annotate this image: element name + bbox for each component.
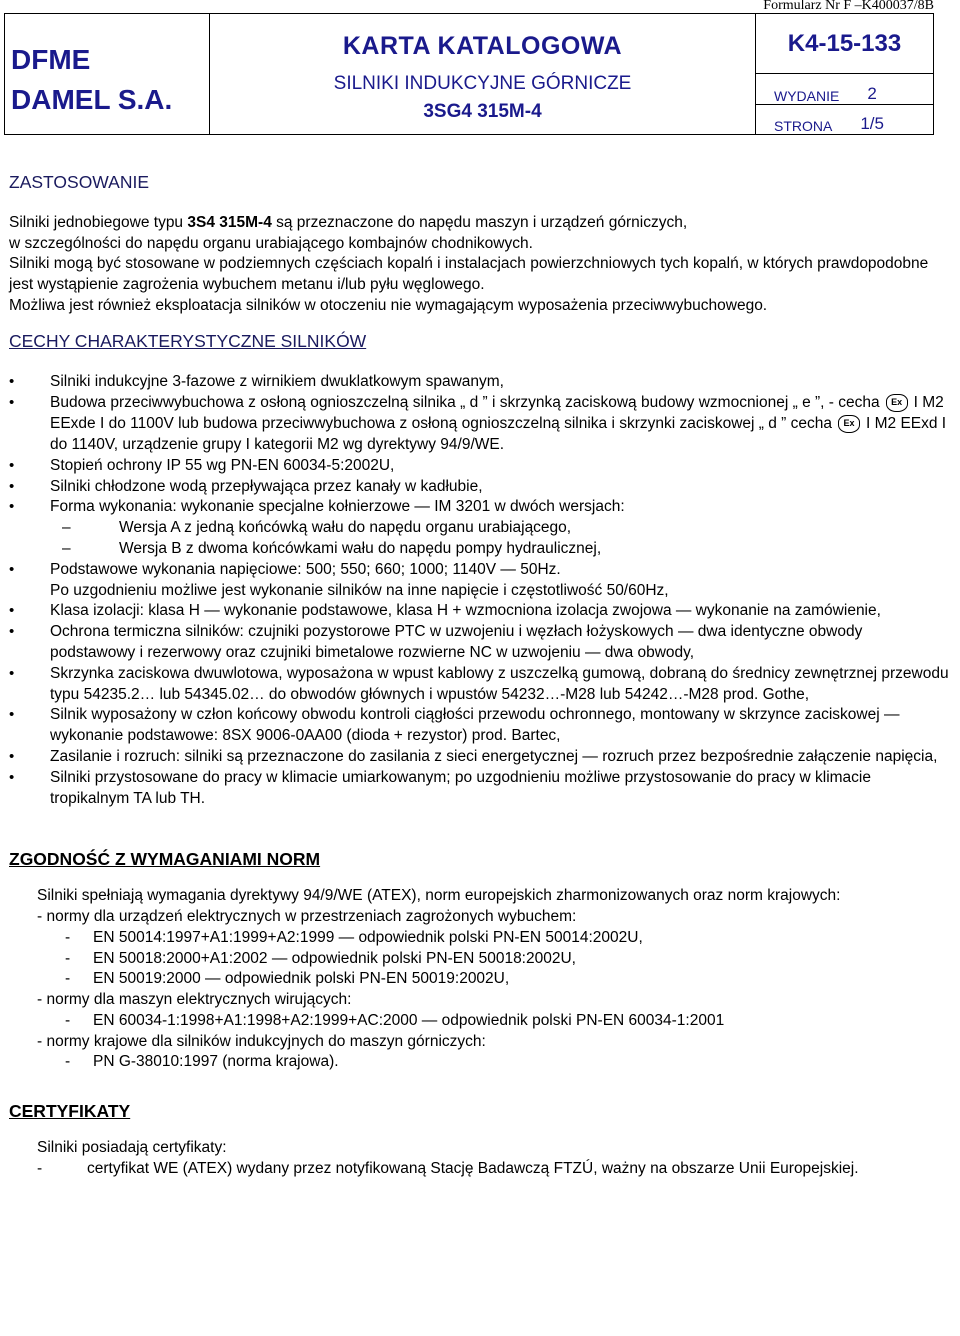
dash: - bbox=[65, 1011, 71, 1029]
dash: – bbox=[62, 519, 71, 537]
text: I M2 EExd I do 1140V, urządzenie grupy I kategorii M2 wg dyrektywy 94/9/WE. bbox=[50, 415, 947, 453]
list-item: • Stopień ochrony IP 55 wg PN-EN 60034-5:2002U, bbox=[9, 456, 949, 477]
paragraph: Silniki spełniają wymagania dyrektywy 94/9/WE (ATEX), norm europejskich zharmonizowanych oraz norm krajowych: bbox=[37, 887, 841, 905]
heading-cechy: CECHY CHARAKTERYSTYCZNE SILNIKÓW bbox=[9, 330, 367, 351]
norm-group: - normy dla urządzeń elektrycznych w przestrzeniach zagrożonych wybuchem: bbox=[37, 907, 577, 925]
text: są przeznaczone do napędu maszyn i urządzeń górniczych, bbox=[271, 213, 688, 231]
norm-item bbox=[37, 949, 949, 970]
list-item: • Silniki przystosowane do pracy w klimacie umiarkowanym; po uzgodnieniu możliwe przystosowanie do pracy w klimacie tropikalnym TA lub TH. bbox=[9, 768, 949, 810]
company-name-line2: DAMEL S.A. bbox=[11, 84, 173, 115]
text: Wersja B z dwoma końcówkami wału do napędu pompy hydraulicznej, bbox=[119, 539, 602, 557]
text: Forma wykonania: wykonanie specjalne kołnierzowe — IM 3201 w dwóch wersjach: bbox=[50, 498, 625, 516]
cert-item bbox=[9, 1159, 949, 1180]
company-name-line1: DFME bbox=[11, 44, 91, 75]
list-item: • Ochrona termiczna silników: czujniki pozystorowe PTC w uzwojeniu i węzłach łożyskowych — dwa identyczne obwody podstawowy i rezerwowy oraz czujniki bimetalowe rozwierne NC w uzwojeniu — dwa obwody, bbox=[9, 622, 949, 664]
text: EN 50014:1997+A1:1999+A2:1999 — odpowiednik polski PN-EN 50014:2002U, bbox=[93, 928, 643, 946]
heading-zastosowanie: ZASTOSOWANIE bbox=[9, 172, 150, 192]
paragraph bbox=[9, 213, 949, 234]
list-item bbox=[9, 560, 949, 602]
text: Wersja A z jedną końcówką wału do napędu organu urabiającego, bbox=[119, 519, 572, 537]
section-zastosowanie bbox=[9, 213, 949, 317]
dash: - bbox=[65, 970, 71, 988]
page-label: STRONA bbox=[774, 118, 833, 134]
norm-item bbox=[37, 928, 949, 949]
sub-item bbox=[50, 518, 949, 539]
section-certyfikaty bbox=[9, 1138, 949, 1180]
sub-item bbox=[50, 539, 949, 560]
dash: - bbox=[65, 928, 71, 946]
page-row bbox=[756, 104, 933, 135]
document-title: KARTA KATALOGOWA bbox=[342, 32, 623, 60]
list-item: • Silnik wyposażony w człon końcowy obwodu kontroli ciągłości przewodu ochronnego, montowany w skrzynce zaciskowej — wykonanie podstawowe: 8SX 9006-0AA00 (dioda + rezystor) prod. Bartec, bbox=[9, 705, 949, 747]
dash: - bbox=[65, 949, 71, 967]
list-item: • Skrzynka zaciskowa dwuwlotowa, wyposażona w wpust kablowy z uszczelką gumową, dobraną do średnicy zewnętrznej przewodu typu 54235.2… lub 54345.02… do obwodów głównych i wpustów 54232…-M28 lub 54242…-M28 prod. Gothe, bbox=[9, 664, 949, 706]
company-cell bbox=[5, 14, 210, 134]
document-code: K4-15-133 bbox=[756, 14, 933, 74]
dash: - bbox=[37, 1159, 43, 1177]
meta-cell bbox=[756, 14, 933, 134]
list-item: • Silniki indukcyjne 3-fazowe z wirnikiem dwuklatkowym spawanym, bbox=[9, 372, 949, 393]
text: I M2 EExde I do 1100V lub budowa przeciwwybuchowa z osłoną ognioszczelną silnika i skrzynki zaciskowej „ d ” cecha bbox=[50, 394, 944, 433]
dash: – bbox=[62, 539, 71, 557]
document-model: 3SG4 315M-4 bbox=[423, 101, 542, 122]
ex-mark-icon: Ex bbox=[838, 415, 860, 433]
list-item bbox=[9, 497, 949, 559]
text: EN 60034-1:1998+A1:1998+A2:1999+AC:2000 — odpowiednik polski PN-EN 60034-1:2001 bbox=[93, 1011, 725, 1029]
list-item: • Silniki chłodzone wodą przepływająca przez kanały w kadłubie, bbox=[9, 477, 949, 498]
ex-mark-icon: Ex bbox=[886, 394, 908, 412]
edition-value: 2 bbox=[867, 83, 877, 103]
features-list bbox=[9, 372, 949, 810]
list-item: • Zasilanie i rozruch: silniki są przeznaczone do zasilania z sieci energetycznej — rozruch przez bezpośrednie załączenie napięcia, bbox=[9, 747, 949, 768]
text: Silniki jednobiegowe typu bbox=[9, 213, 188, 231]
edition-label: WYDANIE bbox=[774, 87, 840, 104]
page-value: 1/5 bbox=[860, 114, 884, 133]
dash: - bbox=[65, 1053, 71, 1071]
text: EN 50019:2000 — odpowiednik polski PN-EN 50019:2002U, bbox=[93, 970, 510, 988]
title-cell bbox=[210, 14, 756, 134]
text: certyfikat WE (ATEX) wydany przez notyfikowaną Stację Badawczą FTZÚ, ważny na obszarze Unii Europejskiej. bbox=[87, 1159, 859, 1177]
heading-zgodnosc: ZGODNOŚĆ Z WYMAGANIAMI NORM bbox=[9, 849, 321, 870]
edition-row bbox=[756, 74, 933, 104]
list-item bbox=[9, 393, 949, 455]
text: Budowa przeciwwybuchowa z osłoną ognioszczelną silnika „ d ” i skrzynką zaciskową budowy wzmocnionej „ e ”, - cecha bbox=[50, 394, 880, 412]
section-zgodnosc bbox=[9, 886, 949, 1073]
list-item: • Klasa izolacji: klasa H — wykonanie podstawowe, klasa H + wzmocniona izolacja zwojowa — wykonanie na zamówienie, bbox=[9, 601, 949, 622]
paragraph: Silniki posiadają certyfikaty: bbox=[37, 1139, 227, 1157]
paragraph: Silniki mogą być stosowane w podziemnych częściach kopalń i instalacjach powierzchniowych tych kopalń, w których prawdopodobne jest wystąpienie zagrożenia wybuchem metanu i/lub pyłu węglowego. bbox=[9, 255, 929, 294]
norm-group: - normy krajowe dla silników indukcyjnych do maszyn górniczych: bbox=[37, 1032, 486, 1050]
form-number: Formularz Nr F –K400037/8B bbox=[763, 0, 934, 13]
norm-group: - normy dla maszyn elektrycznych wirujących: bbox=[37, 991, 352, 1009]
model-name: 3S4 315M-4 bbox=[187, 213, 272, 231]
heading-certyfikaty: CERTYFIKATY bbox=[9, 1101, 131, 1122]
text: Po uzgodnieniu możliwe jest wykonanie silników na inne napięcie i częstotliwość 50/60Hz, bbox=[50, 581, 669, 599]
paragraph: Możliwa jest również eksploatacja silników w otoczeniu nie wymagającym wyposażenia przeciwwybuchowego. bbox=[9, 296, 768, 314]
text: EN 50018:2000+A1:2002 — odpowiednik polski PN-EN 50018:2002U, bbox=[93, 949, 576, 967]
document-body bbox=[9, 172, 949, 1180]
text: PN G-38010:1997 (norma krajowa). bbox=[93, 1053, 339, 1071]
norm-item bbox=[37, 1052, 949, 1073]
norm-item bbox=[37, 1011, 949, 1032]
text: Podstawowe wykonania napięciowe: 500; 550; 660; 1000; 1140V — 50Hz. bbox=[50, 560, 561, 578]
document-subtitle: SILNIKI INDUKCYJNE GÓRNICZE bbox=[333, 73, 632, 94]
document-header bbox=[4, 13, 934, 135]
paragraph: w szczególności do napędu organu urabiającego kombajnów chodnikowych. bbox=[9, 234, 533, 252]
norm-item bbox=[37, 969, 949, 990]
